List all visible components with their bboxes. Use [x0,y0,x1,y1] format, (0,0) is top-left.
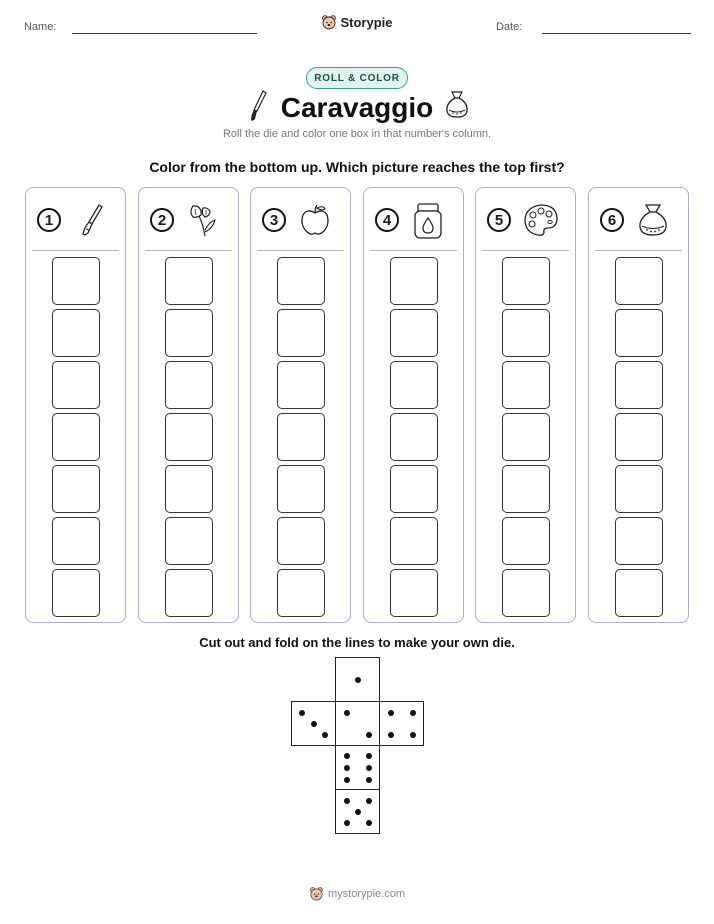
palette-icon [522,202,560,238]
column-header [589,188,688,250]
color-box[interactable] [277,257,325,305]
die-pip [366,753,372,759]
die-pip [366,732,372,738]
page-title: Caravaggio [280,92,434,123]
column-5 [475,187,576,623]
column-6 [588,187,689,623]
color-box[interactable] [502,257,550,305]
date-label: Date: [496,21,523,33]
color-box[interactable] [52,517,100,565]
color-box[interactable] [615,361,663,409]
color-box[interactable] [165,413,213,461]
die-face-1 [335,657,380,702]
color-box[interactable] [615,413,663,461]
color-box[interactable] [390,413,438,461]
color-box[interactable] [165,465,213,513]
date-line[interactable] [542,33,691,34]
die-face-2 [335,701,380,746]
apple-icon [297,202,333,238]
color-box[interactable] [277,413,325,461]
column-header [364,188,463,250]
column-header [26,188,125,250]
coloring-instruction: Color from the bottom up. Which picture reaches the top first? [149,159,565,175]
activity-badge: ROLL & COLOR [306,67,408,89]
column-header [251,188,350,250]
die-pip [344,777,350,783]
color-box[interactable] [165,361,213,409]
color-box[interactable] [277,309,325,357]
die-pip [344,798,350,804]
color-box[interactable] [615,257,663,305]
flower-icon [185,202,221,238]
die-pip [388,732,394,738]
die-pip [410,732,416,738]
column-2 [138,187,239,623]
column-divider [482,250,569,251]
name-label: Name: [24,21,57,33]
column-number: 1 [37,208,61,232]
die-pip [344,753,350,759]
column-number: 3 [262,208,286,232]
color-box[interactable] [502,517,550,565]
die-pip [366,798,372,804]
die-pip [366,820,372,826]
die-pip [344,765,350,771]
bear-mascot-icon [321,14,337,30]
column-number: 6 [600,208,624,232]
die-pip [366,777,372,783]
column-number: 4 [375,208,399,232]
color-box[interactable] [502,569,550,617]
column-divider [32,250,119,251]
die-pip [355,677,361,683]
column-divider [257,250,344,251]
color-box[interactable] [390,361,438,409]
column-divider [145,250,232,251]
color-box[interactable] [165,257,213,305]
die-face-4 [379,701,424,746]
column-number: 5 [487,208,511,232]
die-face-6 [335,745,380,790]
color-box[interactable] [390,569,438,617]
die-pip [344,710,350,716]
color-box[interactable] [52,361,100,409]
color-box[interactable] [165,309,213,357]
color-box[interactable] [502,309,550,357]
die-pip [311,721,317,727]
column-4 [363,187,464,623]
die-instruction: Cut out and fold on the lines to make your own die. [199,635,515,650]
pouch-icon [444,89,470,119]
brand-logo [0,14,714,30]
color-box[interactable] [502,361,550,409]
color-box[interactable] [502,465,550,513]
color-box[interactable] [277,569,325,617]
brand-name: Storypie [340,14,393,30]
color-box[interactable] [52,257,100,305]
color-box[interactable] [390,309,438,357]
column-divider [370,250,457,251]
color-box[interactable] [277,465,325,513]
color-box[interactable] [390,517,438,565]
footer [0,886,714,901]
color-box[interactable] [52,413,100,461]
color-box[interactable] [52,465,100,513]
die-pip [388,710,394,716]
die-pip [322,732,328,738]
column-header [139,188,238,250]
color-box[interactable] [52,569,100,617]
bear-mascot-icon [309,886,324,901]
paintbrush-icon [72,202,108,238]
column-header [476,188,575,250]
column-1 [25,187,126,623]
color-box[interactable] [390,465,438,513]
color-box[interactable] [165,517,213,565]
die-pip [410,710,416,716]
column-3 [250,187,351,623]
column-divider [595,250,682,251]
name-line[interactable] [72,33,257,34]
color-box[interactable] [52,309,100,357]
die-pip [355,809,361,815]
color-box[interactable] [502,413,550,461]
footer-url[interactable]: mystorypie.com [327,887,406,900]
die-pip [299,710,305,716]
color-box[interactable] [165,569,213,617]
pouch-icon [635,202,671,238]
color-box[interactable] [277,361,325,409]
color-box[interactable] [390,257,438,305]
die-pip [366,765,372,771]
die-face-3 [291,701,336,746]
ink-jar-icon [410,202,446,240]
color-box[interactable] [615,465,663,513]
page-subtitle: Roll the die and color one box in that number's column. [222,128,492,140]
color-box[interactable] [615,569,663,617]
color-box[interactable] [615,309,663,357]
die-pip [344,820,350,826]
die-face-5 [335,789,380,834]
color-box[interactable] [277,517,325,565]
color-box[interactable] [615,517,663,565]
column-number: 2 [150,208,174,232]
